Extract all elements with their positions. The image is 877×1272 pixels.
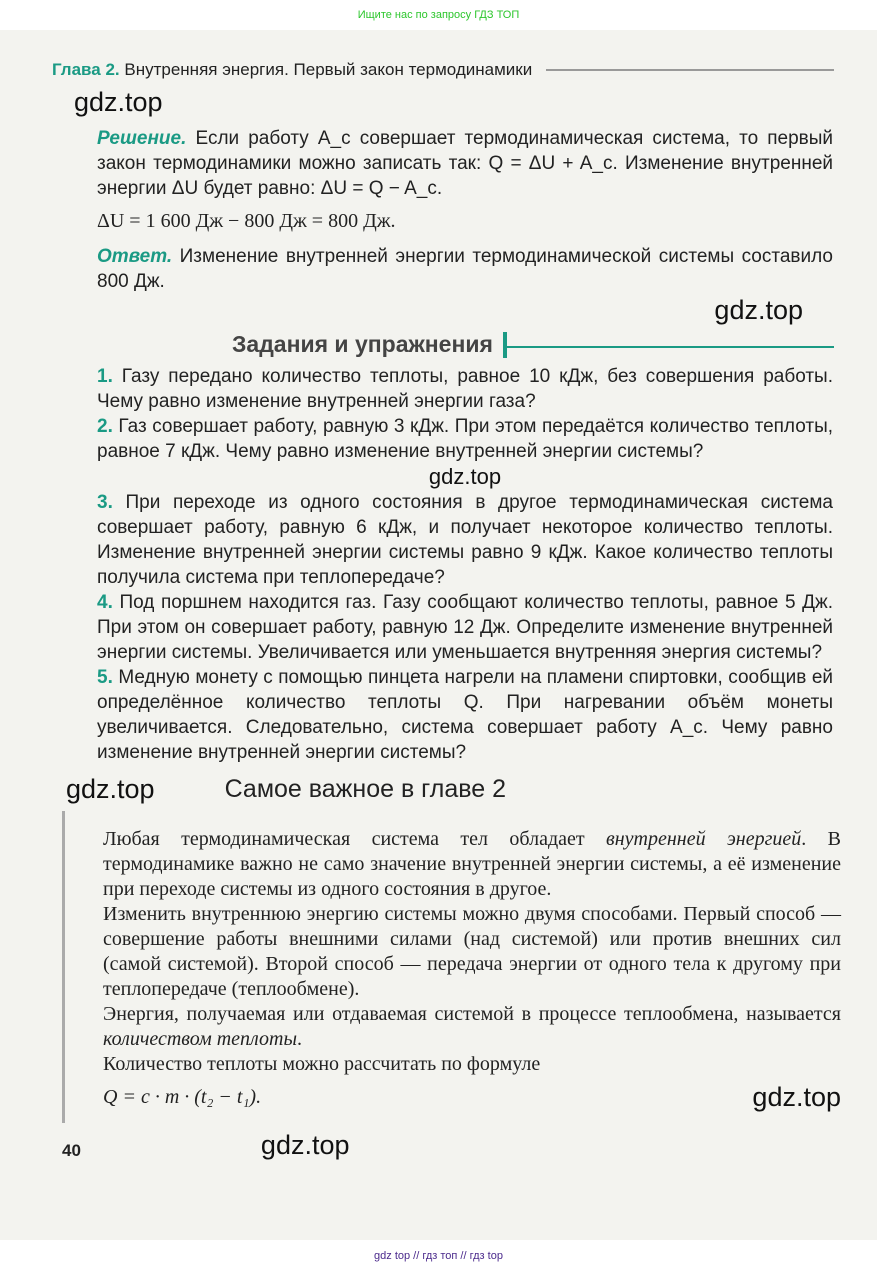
top-banner: Ищите нас по запросу ГДЗ ТОП [357,9,520,21]
watermark: gdz.top [428,464,502,489]
textbook-page [0,30,877,1240]
watermark: gdz.top [752,1082,841,1112]
summary-paragraph: Количество теплоты можно рассчитать по формуле [103,1053,541,1075]
header-rule [546,69,834,71]
answer-label: Ответ. [97,246,173,267]
bottom-banner: gdz top // гдз топ // гдз top [374,1250,503,1262]
exercise-number: 2. [97,416,113,437]
watermark: gdz.top [260,1130,350,1160]
text: . [296,1028,302,1050]
summary-paragraph: Изменить внутреннюю энергию системы можно двумя способами. Первый способ — совершение работы внешними силами (над системой) или против внешних сил (самой системой). Второй способ — передача энергии от одного тела к другому при теплопередаче (теплообмене). [103,903,841,1000]
summary-box [62,811,842,1123]
exercise-text: При переходе из одного состояния в другое термодинамическая система совершает работу, равную 6 кДж, и получает некоторое количество теплоты. Изменение внутренней энергии системы равно 9 кДж. Какое количество теплоты получила система при теплопередаче? [97,492,833,588]
exercise-item [97,490,833,590]
summary-paragraph [103,827,841,902]
exercise-text: Газ совершает работу, равную 3 кДж. При этом передаётся количество теплоты, равное 7 кДж. Чему равно изменение внутренней энергии системы? [97,416,834,462]
page-footer [62,1129,877,1161]
solution-calc: ΔU = 1 600 Дж − 800 Дж = 800 Дж. [97,210,396,232]
summary-title: Самое важное в главе 2 [224,775,506,803]
term: количеством теплоты [103,1028,297,1050]
watermark: gdz.top [66,774,155,804]
solution-text: Если работу A_c совершает термодинамическая система, то первый закон термодинамики можно записать так: Q = ΔU + A_c. Изменение внутренней энергии ΔU будет равно: ΔU = Q − A_c. [97,128,834,199]
exercise-number: 3. [97,492,113,513]
section-accent [503,332,507,358]
answer-block [97,244,833,294]
exercise-item [97,364,833,414]
summary-header-row [66,773,877,805]
chapter-header-row [52,60,834,80]
term: внутренней энергией [606,828,802,850]
text: . В термодинамике важно не само значение внутренней энергии системы, а её изменение при переходе системы из одного состояния в другое. [103,828,842,900]
section-title: Задания и упражнения [232,331,493,357]
exercise-text: Под поршнем находится газ. Газу сообщают количество теплоты, равное 5 Дж. При этом он совершает работу, равную 12 Дж. Определите изменение внутренней энергии системы. Увеличивается или уменьшается внутренняя энергия системы? [97,592,834,663]
page-number: 40 [62,1141,81,1160]
exercise-number: 1. [97,366,113,387]
solution-block [97,126,833,201]
exercise-text: Медную монету с помощью пинцета нагрели на пламени спиртовки, сообщив ей определённое количество теплоты Q. При нагревании объём монеты увеличивается. Следовательно, система совершает работу A_c. Чему равно изменение внутренней энергии системы? [97,667,834,763]
text: Энергия, получаемая или отдаваемая системой в процессе теплообмена, называется [103,1003,841,1025]
main-column [97,126,833,326]
chapter-header [52,60,532,80]
exercise-list [97,364,833,765]
solution-label: Решение. [97,128,187,149]
chapter-number: Глава 2. [52,60,120,79]
summary-paragraph [103,1002,841,1052]
section-rule [507,346,834,348]
text: Любая термодинамическая система тел обладает [103,828,607,850]
exercise-item [97,665,833,765]
exercise-item [97,414,833,464]
exercise-text: Газу передано количество теплоты, равное 10 кДж, без совершения работы. Чему равно изменение внутренней энергии газа? [97,366,833,412]
watermark: gdz.top [714,295,803,325]
watermark: gdz.top [74,87,163,117]
formula-row [103,1081,841,1113]
chapter-title: Внутренняя энергия. Первый закон термодинамики [124,60,533,79]
exercise-number: 4. [97,592,113,613]
formula: Q = c · m · (t₂ − t₁). [103,1085,262,1108]
exercise-item [97,590,833,665]
exercise-number: 5. [97,667,113,688]
answer-text: Изменение внутренней энергии термодинамической системы составило 800 Дж. [97,246,833,292]
summary-text [103,827,841,1113]
section-header [232,330,834,358]
